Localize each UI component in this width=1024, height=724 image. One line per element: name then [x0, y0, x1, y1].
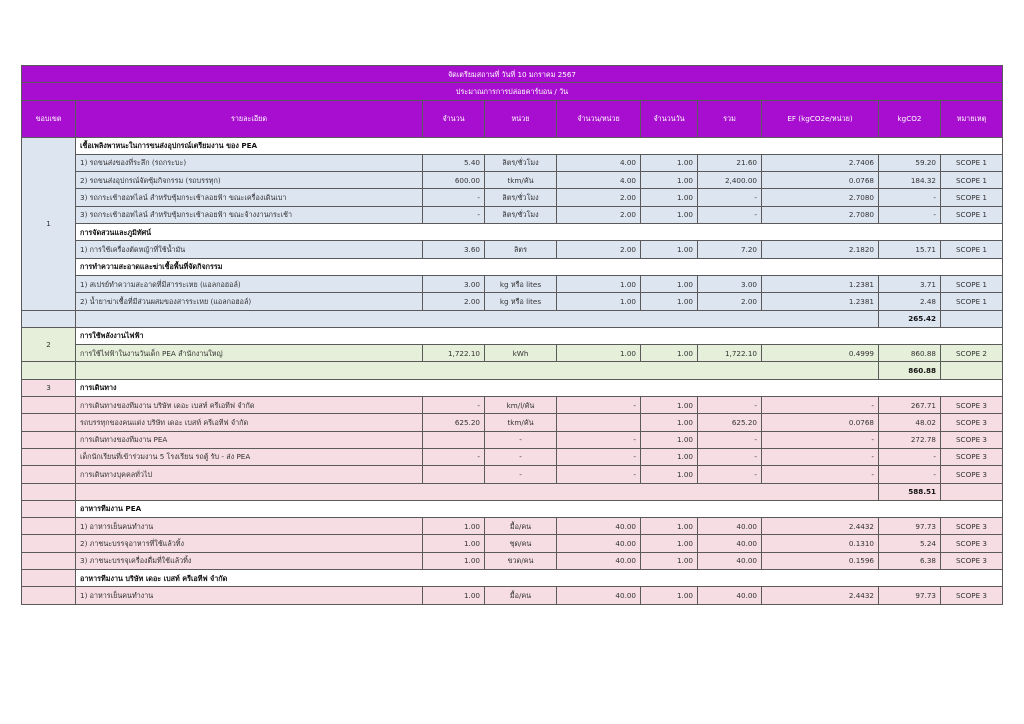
ef-cell: 2.7080	[762, 189, 879, 206]
sheet-subtitle: ประมาณการการปล่อยคาร์บอน / วัน	[22, 83, 1003, 100]
section-title: อาหารทีมงาน บริษัท เดอะ เบสท์ ครีเอทีฟ จำกัด	[76, 570, 1003, 587]
qty-cell: 1.00	[423, 518, 485, 535]
table-row	[22, 154, 1003, 171]
ef-cell: 2.1820	[762, 241, 879, 258]
unit-cell: ลิตร	[485, 241, 557, 258]
section-row	[22, 500, 1003, 517]
table-row	[22, 535, 1003, 552]
sum-cell: -	[698, 431, 762, 448]
qty-per-unit-cell: -	[557, 448, 641, 465]
note-cell: SCOPE 3	[941, 448, 1003, 465]
col-scope: ขอบเขต	[22, 100, 76, 137]
qty-per-unit-cell: 4.00	[557, 154, 641, 171]
note-cell: SCOPE 3	[941, 518, 1003, 535]
qty-cell: 1,722.10	[423, 345, 485, 362]
note-cell: SCOPE 3	[941, 552, 1003, 569]
qty-per-unit-cell: 40.00	[557, 552, 641, 569]
qty-cell	[423, 466, 485, 483]
qty-per-unit-cell: 2.00	[557, 241, 641, 258]
qty-per-unit-cell: -	[557, 431, 641, 448]
unit-cell: km/l/คัน	[485, 397, 557, 414]
ef-cell: 0.0768	[762, 172, 879, 189]
days-cell: 1.00	[641, 172, 698, 189]
ef-cell: 1.2381	[762, 293, 879, 310]
detail-cell: 3) รถกระเช้าฮอทไลน์ สำหรับซุ้มกระเช้าลอยฟ้า ขณะเครื่องเดินเบา	[76, 189, 423, 206]
days-cell: 1.00	[641, 431, 698, 448]
subtotal-value: 860.88	[879, 362, 941, 379]
sum-cell: 625.20	[698, 414, 762, 431]
unit-cell: ลิตร/ชั่วโมง	[485, 189, 557, 206]
section-title: การเดินทาง	[76, 379, 1003, 396]
qty-cell: 625.20	[423, 414, 485, 431]
ef-cell: 0.0768	[762, 414, 879, 431]
ef-cell: -	[762, 448, 879, 465]
sum-cell: 2,400.00	[698, 172, 762, 189]
sum-cell: 40.00	[698, 535, 762, 552]
scope-number: 1	[22, 137, 76, 310]
sum-cell: -	[698, 448, 762, 465]
note-cell: SCOPE 1	[941, 275, 1003, 292]
table-row	[22, 466, 1003, 483]
section-row	[22, 258, 1003, 275]
note-cell: SCOPE 1	[941, 241, 1003, 258]
sum-cell: -	[698, 206, 762, 223]
kgco2-cell: 6.38	[879, 552, 941, 569]
table-row	[22, 206, 1003, 223]
detail-cell: 1) รถขนส่งของที่ระลึก (รถกระบะ)	[76, 154, 423, 171]
sum-cell: 7.20	[698, 241, 762, 258]
days-cell: 1.00	[641, 448, 698, 465]
detail-cell: 3) รถกระเช้าฮอทไลน์ สำหรับซุ้มกระเช้าลอยฟ้า ขณะจ้างงานกระเช้า	[76, 206, 423, 223]
table-row	[22, 587, 1003, 604]
table-row	[22, 345, 1003, 362]
subtotal-row	[22, 310, 1003, 327]
qty-per-unit-cell: 1.00	[557, 345, 641, 362]
days-cell: 1.00	[641, 154, 698, 171]
note-cell: SCOPE 3	[941, 414, 1003, 431]
table-row	[22, 414, 1003, 431]
table-row	[22, 552, 1003, 569]
qty-cell: 5.40	[423, 154, 485, 171]
qty-cell: 600.00	[423, 172, 485, 189]
note-cell: SCOPE 3	[941, 466, 1003, 483]
note-cell: SCOPE 1	[941, 206, 1003, 223]
subtitle-row	[22, 83, 1003, 100]
table-row	[22, 172, 1003, 189]
subtotal-value: 265.42	[879, 310, 941, 327]
col-detail: รายละเอียด	[76, 100, 423, 137]
note-cell: SCOPE 2	[941, 345, 1003, 362]
sum-cell: 40.00	[698, 587, 762, 604]
scope-number: 2	[22, 327, 76, 362]
kgco2-cell: -	[879, 466, 941, 483]
detail-cell: การเดินทางของทีมงาน บริษัท เดอะ เบสท์ ครีเอทีฟ จำกัด	[76, 397, 423, 414]
detail-cell: 1) อาหารเย็นคนทำงาน	[76, 587, 423, 604]
ef-cell: -	[762, 397, 879, 414]
col-ef: EF (kgCO2e/หน่วย)	[762, 100, 879, 137]
col-unit: หน่วย	[485, 100, 557, 137]
detail-cell: 2) ภาชนะบรรจุอาหารที่ใช้แล้วทิ้ง	[76, 535, 423, 552]
note-cell: SCOPE 1	[941, 293, 1003, 310]
kgco2-cell: 48.02	[879, 414, 941, 431]
days-cell: 1.00	[641, 414, 698, 431]
unit-cell: -	[485, 466, 557, 483]
sum-cell: -	[698, 189, 762, 206]
qty-cell: 2.00	[423, 293, 485, 310]
qty-per-unit-cell	[557, 414, 641, 431]
qty-per-unit-cell: 40.00	[557, 587, 641, 604]
unit-cell: มื้อ/คน	[485, 587, 557, 604]
days-cell: 1.00	[641, 535, 698, 552]
kgco2-cell: -	[879, 448, 941, 465]
sum-cell: -	[698, 466, 762, 483]
ef-cell: 0.1310	[762, 535, 879, 552]
section-title: การใช้พลังงานไฟฟ้า	[76, 327, 1003, 344]
ef-cell: -	[762, 431, 879, 448]
detail-cell: 2) รถขนส่งอุปกรณ์จัดซุ้มกิจกรรม (รถบรรทุก)	[76, 172, 423, 189]
section-row	[22, 137, 1003, 154]
days-cell: 1.00	[641, 241, 698, 258]
days-cell: 1.00	[641, 275, 698, 292]
carbon-estimate-table	[21, 65, 1003, 605]
qty-per-unit-cell: -	[557, 397, 641, 414]
days-cell: 1.00	[641, 293, 698, 310]
table-row	[22, 431, 1003, 448]
note-cell: SCOPE 3	[941, 397, 1003, 414]
note-cell: SCOPE 3	[941, 587, 1003, 604]
kgco2-cell: 267.71	[879, 397, 941, 414]
qty-cell: 1.00	[423, 535, 485, 552]
note-cell: SCOPE 1	[941, 172, 1003, 189]
days-cell: 1.00	[641, 189, 698, 206]
table-row	[22, 241, 1003, 258]
table-row	[22, 293, 1003, 310]
qty-cell: 3.60	[423, 241, 485, 258]
section-row	[22, 379, 1003, 396]
col-qty: จำนวน	[423, 100, 485, 137]
unit-cell: tkm/คัน	[485, 414, 557, 431]
note-cell: SCOPE 1	[941, 189, 1003, 206]
qty-cell: -	[423, 397, 485, 414]
table-row	[22, 189, 1003, 206]
section-row	[22, 327, 1003, 344]
ef-cell: 2.4432	[762, 587, 879, 604]
unit-cell: kWh	[485, 345, 557, 362]
sum-cell: 40.00	[698, 518, 762, 535]
subtotal-row	[22, 362, 1003, 379]
table-row	[22, 518, 1003, 535]
kgco2-cell: 97.73	[879, 518, 941, 535]
kgco2-cell: 15.71	[879, 241, 941, 258]
subtotal-value: 588.51	[879, 483, 941, 500]
unit-cell: ชุด/คน	[485, 535, 557, 552]
sum-cell: 1,722.10	[698, 345, 762, 362]
section-title: อาหารทีมงาน PEA	[76, 500, 1003, 517]
kgco2-cell: -	[879, 206, 941, 223]
kgco2-cell: -	[879, 189, 941, 206]
qty-per-unit-cell: 1.00	[557, 275, 641, 292]
ef-cell: -	[762, 466, 879, 483]
qty-cell: 1.00	[423, 587, 485, 604]
col-sum: รวม	[698, 100, 762, 137]
col-days: จำนวนวัน	[641, 100, 698, 137]
ef-cell: 0.1596	[762, 552, 879, 569]
sum-cell: 21.60	[698, 154, 762, 171]
kgco2-cell: 59.20	[879, 154, 941, 171]
days-cell: 1.00	[641, 206, 698, 223]
detail-cell: การเดินทางของทีมงาน PEA	[76, 431, 423, 448]
detail-cell: 3) ภาชนะบรรจุเครื่องดื่มที่ใช้แล้วทิ้ง	[76, 552, 423, 569]
table-row	[22, 275, 1003, 292]
unit-cell: ลิตร/ชั่วโมง	[485, 154, 557, 171]
days-cell: 1.00	[641, 397, 698, 414]
note-cell: SCOPE 3	[941, 535, 1003, 552]
unit-cell: -	[485, 431, 557, 448]
sum-cell: 3.00	[698, 275, 762, 292]
qty-per-unit-cell: -	[557, 466, 641, 483]
kgco2-cell: 97.73	[879, 587, 941, 604]
section-title: การทำความสะอาดและฆ่าเชื้อพื้นที่จัดกิจกรรม	[76, 258, 1003, 275]
subtotal-row	[22, 483, 1003, 500]
ef-cell: 0.4999	[762, 345, 879, 362]
qty-per-unit-cell: 1.00	[557, 293, 641, 310]
column-header-row	[22, 100, 1003, 137]
kgco2-cell: 272.78	[879, 431, 941, 448]
detail-cell: 1) สเปรย์ทำความสะอาดที่มีสารระเหย (แอลกอฮอล์)	[76, 275, 423, 292]
kgco2-cell: 5.24	[879, 535, 941, 552]
days-cell: 1.00	[641, 345, 698, 362]
section-row	[22, 570, 1003, 587]
days-cell: 1.00	[641, 466, 698, 483]
col-kgco2: kgCO2	[879, 100, 941, 137]
qty-per-unit-cell: 2.00	[557, 189, 641, 206]
qty-per-unit-cell: 40.00	[557, 535, 641, 552]
detail-cell: รถบรรทุกของคนแต่ง บริษัท เดอะ เบสท์ ครีเอทีฟ จำกัด	[76, 414, 423, 431]
days-cell: 1.00	[641, 552, 698, 569]
title-row	[22, 66, 1003, 83]
detail-cell: เด็กนักเรียนที่เข้าร่วมงาน 5 โรงเรียน รถตู้ รับ - ส่ง PEA	[76, 448, 423, 465]
qty-cell	[423, 431, 485, 448]
days-cell: 1.00	[641, 587, 698, 604]
sum-cell: 40.00	[698, 552, 762, 569]
detail-cell: 1) การใช้เครื่องตัดหญ้าที่ใช้น้ำมัน	[76, 241, 423, 258]
note-cell: SCOPE 3	[941, 431, 1003, 448]
qty-cell: -	[423, 206, 485, 223]
sum-cell: 2.00	[698, 293, 762, 310]
qty-per-unit-cell: 40.00	[557, 518, 641, 535]
qty-cell: 3.00	[423, 275, 485, 292]
qty-cell: -	[423, 189, 485, 206]
kgco2-cell: 184.32	[879, 172, 941, 189]
col-qty-per-unit: จำนวน/หน่วย	[557, 100, 641, 137]
table-row	[22, 397, 1003, 414]
section-row	[22, 224, 1003, 241]
unit-cell: -	[485, 448, 557, 465]
detail-cell: 2) น้ำยาฆ่าเชื้อที่มีส่วนผสมของสารระเหย (แอลกอฮอล์)	[76, 293, 423, 310]
kgco2-cell: 3.71	[879, 275, 941, 292]
kgco2-cell: 860.88	[879, 345, 941, 362]
note-cell: SCOPE 1	[941, 154, 1003, 171]
section-title: การจัดสวนและภูมิทัศน์	[76, 224, 1003, 241]
sum-cell: -	[698, 397, 762, 414]
unit-cell: kg หรือ lites	[485, 293, 557, 310]
ef-cell: 2.7080	[762, 206, 879, 223]
qty-cell: 1.00	[423, 552, 485, 569]
unit-cell: มื้อ/คน	[485, 518, 557, 535]
qty-per-unit-cell: 4.00	[557, 172, 641, 189]
detail-cell: 1) อาหารเย็นคนทำงาน	[76, 518, 423, 535]
unit-cell: tkm/คัน	[485, 172, 557, 189]
section-title: เชื้อเพลิงพาหนะในการขนส่งอุปกรณ์เตรียมงาน ของ PEA	[76, 137, 1003, 154]
ef-cell: 1.2381	[762, 275, 879, 292]
ef-cell: 2.4432	[762, 518, 879, 535]
detail-cell: การเดินทางบุคคลทั่วไป	[76, 466, 423, 483]
table-row	[22, 448, 1003, 465]
col-note: หมายเหตุ	[941, 100, 1003, 137]
unit-cell: kg หรือ lites	[485, 275, 557, 292]
scope-number: 3	[22, 379, 76, 396]
qty-cell: -	[423, 448, 485, 465]
detail-cell: การใช้ไฟฟ้าในงานวันเด็ก PEA สำนักงานใหญ่	[76, 345, 423, 362]
days-cell: 1.00	[641, 518, 698, 535]
unit-cell: ลิตร/ชั่วโมง	[485, 206, 557, 223]
ef-cell: 2.7406	[762, 154, 879, 171]
kgco2-cell: 2.48	[879, 293, 941, 310]
unit-cell: ขวด/คน	[485, 552, 557, 569]
qty-per-unit-cell: 2.00	[557, 206, 641, 223]
sheet-title: จัดเตรียมสถานที่ วันที่ 10 มกราคม 2567	[22, 66, 1003, 83]
